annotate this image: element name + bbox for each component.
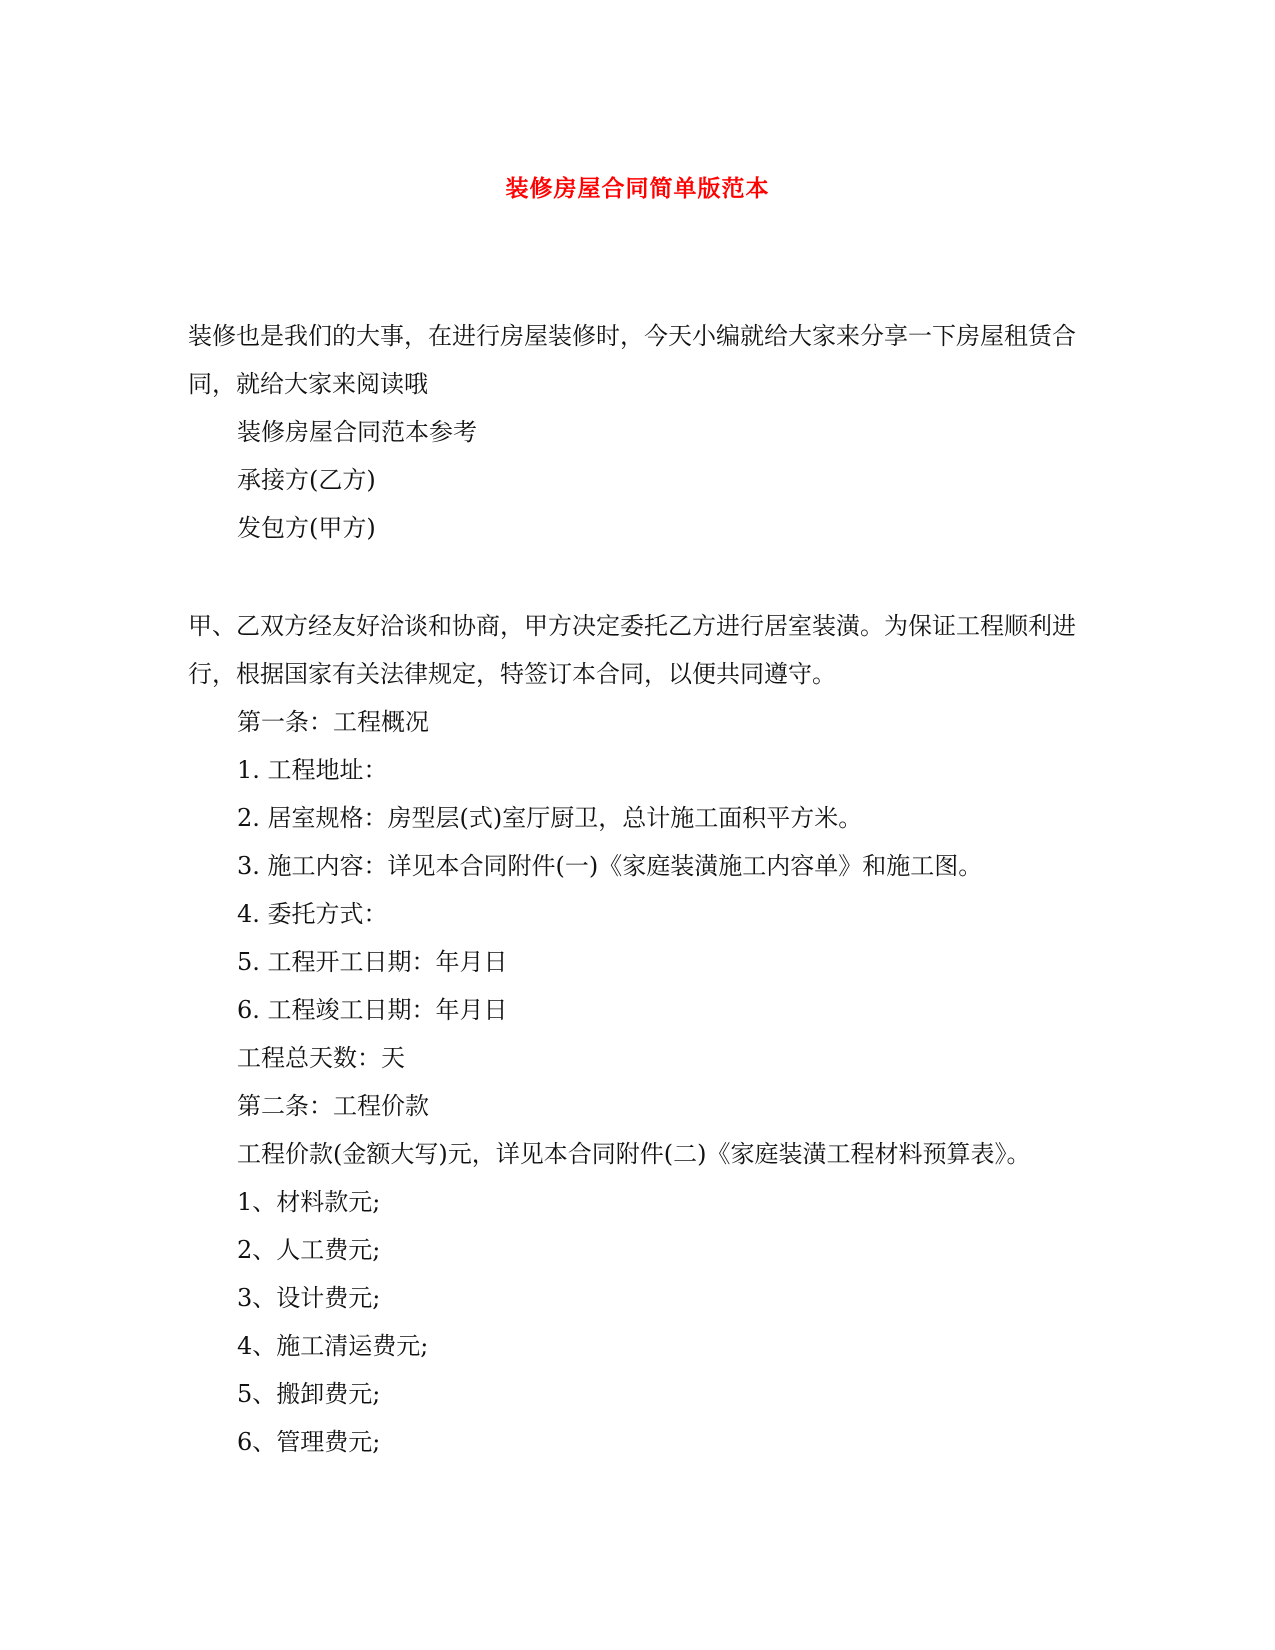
project-address-line: 1. 工程地址： <box>237 756 388 784</box>
moving-fee-line: 5、搬卸费元; <box>237 1380 381 1408</box>
contract-template-heading: 装修房屋合同范本参考 <box>237 418 477 446</box>
project-price-line: 工程价款(金额大写)元，详见本合同附件(二)《家庭装潢工程材料预算表》。 <box>237 1140 1031 1168</box>
start-date-line: 5. 工程开工日期：年月日 <box>237 948 508 976</box>
design-fee-line: 3、设计费元; <box>237 1284 381 1312</box>
material-cost-line: 1、材料款元; <box>237 1188 381 1216</box>
article-two-heading: 第二条：工程价款 <box>237 1092 429 1120</box>
intro-section <box>188 312 1088 552</box>
cleanup-fee-line: 4、施工清运费元; <box>237 1332 429 1360</box>
contract-body-section <box>188 602 1088 1466</box>
work-content-line: 3. 施工内容：详见本合同附件(一)《家庭装潢施工内容单》和施工图。 <box>237 852 983 880</box>
completion-date-line: 6. 工程竣工日期：年月日 <box>237 996 508 1024</box>
contractor-party-line: 承接方(乙方) <box>237 466 376 494</box>
agreement-paragraph: 甲、乙双方经友好洽谈和协商，甲方决定委托乙方进行居室装潢。为保证工程顺利进行，根据国家有关法律规定，特签订本合同，以便共同遵守。 <box>188 612 1076 688</box>
article-one-heading: 第一条：工程概况 <box>237 708 429 736</box>
total-days-line: 工程总天数：天 <box>237 1044 405 1072</box>
client-party-line: 发包方(甲方) <box>237 514 376 542</box>
intro-paragraph: 装修也是我们的大事，在进行房屋装修时，今天小编就给大家来分享一下房屋租赁合同，就给大家来阅读哦 <box>188 322 1076 398</box>
management-fee-line: 6、管理费元; <box>237 1428 381 1456</box>
room-spec-line: 2. 居室规格：房型层(式)室厅厨卫，总计施工面积平方米。 <box>237 804 863 832</box>
labor-cost-line: 2、人工费元; <box>237 1236 381 1264</box>
document-title: 装修房屋合同简单版范本 <box>505 175 770 202</box>
commission-method-line: 4. 委托方式： <box>237 900 388 928</box>
